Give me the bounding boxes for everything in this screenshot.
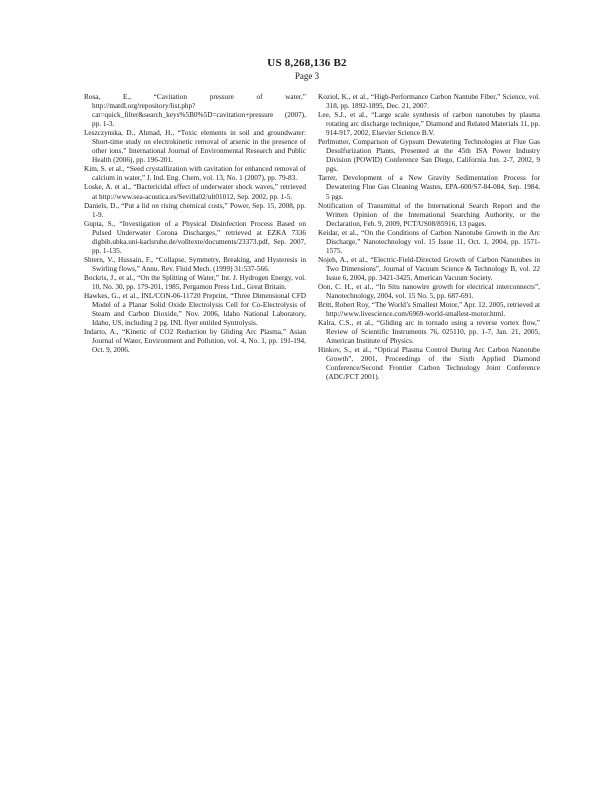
reference-entry: Koziol, K., et al., “High-Performance Carbon Nantube Fiber,” Science, vol. 318, pp. 1892-1895, Dec. 21, 2007. bbox=[318, 93, 540, 111]
reference-entry: Keidar, et al., “On the Conditions of Carbon Nanotube Growth in the Arc Discharge,” Nanotechnology vol. 15 Issue 11, Oct. 1, 2004, pp. 1571-1575. bbox=[318, 228, 540, 255]
reference-entry: Loske, A. et al., “Bactericidal effect of underwater shock waves,” retrieved at http://www.sea-acustica.es/Sevilla02/ult01012, Sep. 2002, pp. 1-5. bbox=[84, 183, 306, 201]
reference-entry: Indarto, A., “Kinetic of CO2 Reduction by Gliding Arc Plasma,” Asian Journal of Water, Environment and Pollution, vol. 4, No. 1, pp. 191-194, Oct. 9, 2006. bbox=[84, 328, 306, 355]
reference-entry: Hawkes, G., et al., INL/CON-06-11720 Preprint, “Three Dimensional CFD Model of a Planar Solid Oxide Electrolysis Cell for Co-Electrolysis of Steam and Carbon Dioxide,” Nov. 2006, Idaho National Laboratory, Idaho, US, including 2 pg. INL flyer entitled Syntrolysis. bbox=[84, 292, 306, 328]
reference-entry: Notification of Transmittal of the International Search Report and the Written Opinion of the International Searching Authority, or the Declaration, Feb. 9, 2009, PCT/US08/85916, 13 pages. bbox=[318, 201, 540, 228]
patent-number: US 8,268,136 B2 bbox=[267, 57, 347, 69]
reference-entry: Perlmutter, Comparison of Gypsum Dewatering Technologies at Flue Gas Desulfurization Plants, Presented at the 45th ISA Power Industry Division (POWID) Conference San Diego, California Jun. 2-7, 2002, 9 pgs. bbox=[318, 138, 540, 174]
reference-entry: Tarrer, Development of a New Gravity Sedimentation Process for Dewatering Flue Gas Cleaning Wastes, EPA-600/S7-84-084, Sep. 1984, 5 pgs. bbox=[318, 174, 540, 201]
page-number: Page 3 bbox=[294, 71, 320, 81]
page-header bbox=[0, 57, 614, 82]
reference-entry: Oon, C. H., et al., “In Situ nanowire growth for electrical interconnects”, Nanotechnology, 2004, vol. 15 No. 5, pp. 687-691. bbox=[318, 282, 540, 301]
reference-entry: Shtern, V., Hussain, F., “Collapse, Symmetry, Breaking, and Hysteresis in Swirling flows,” Annu. Rev. Fluid Mech. (1999) 31:537-566. bbox=[84, 255, 306, 273]
reference-entry: Daniels, D., “Put a lid on rising chemical costs,” Power, Sep. 15, 2008, pp. 1-9. bbox=[84, 201, 306, 219]
reference-entry: Nojeh, A., et al., “Electric-Field-Directed Growth of Carbon Nanotubes in Two Dimensions”, Journal of Vacuum Science & Technology B, vol. 22 Issue 6, 2004, pp. 3421-3425, American Vacuum Society. bbox=[318, 255, 540, 282]
reference-entry: Kalra, C.S., et al., “Gliding arc in tornado using a reverse vortex flow,” Review of Scientific Instruments 76, 025110, pp. 1-7, Jan. 21, 2005, American Institute of Physics. bbox=[318, 319, 540, 346]
reference-entry: Britt, Robert Roy, “The World’s Smallest Motor,” Apr. 12, 2005, retrieved at http://www.livescience.com/6969-world-smallest-motor.html. bbox=[318, 301, 540, 319]
reference-entry: Hinkov, S., et al., “Optical Plasma Control During Arc Carbon Nanotube Growth”, 2001, Proceedings of the Sixth Applied Diamond Conference/Second Frontier Carbon Technology Joint Conference (ADC/FCT 2001). bbox=[318, 346, 540, 382]
reference-entry: Bockris, J., et al., “On the Splitting of Water,” Int. J. Hydrogen Energy, vol. 10, No. 30, pp. 179-201, 1985, Pergamon Press Ltd., Great Britain. bbox=[84, 273, 306, 291]
reference-entry: Rosa, E., “Cavitation pressure of water,” http://matdl.org/repository/list.php?cat=quick_filter&search_keys%5B0%5D=cavitation+pressure (2007), pp. 1-3. bbox=[84, 93, 306, 129]
reference-entry: Kim, S. et al., “Seed crystallization with cavitation for enhanced removal of calcium in water,” J. Ind. Eng. Chem, vol. 13, No. 1 (2007), pp. 79-83. bbox=[84, 165, 306, 183]
reference-entry: Leszczynska, D., Ahmad, H., “Toxic elements in soil and groundwater: Short-time study on electrokinetic removal of arsenic in the presence of other ions,” International Journal of Environmental Research and Public Health (2006), pp. 196-201. bbox=[84, 129, 306, 165]
references-left-column bbox=[84, 93, 306, 355]
reference-entry: Gupta, S., “Investigation of a Physical Disinfection Process Based on Pulsed Underwater Corona Discharges,” retrieved at EZKA 7336 digbib.ubka.uni-karlsruhe.de/volltexte/documents/23373.pdf, Sep. 2007, pp. 1-135. bbox=[84, 219, 306, 255]
references-right-column bbox=[318, 93, 540, 383]
reference-entry: Lee, S.J., et al., “Large scale synthesis of carbon nanotubes by plasma rotating arc discharge technique,” Diamond and Related Materials 11, pp. 914-917, 2002, Elsevier Science B.V. bbox=[318, 111, 540, 138]
